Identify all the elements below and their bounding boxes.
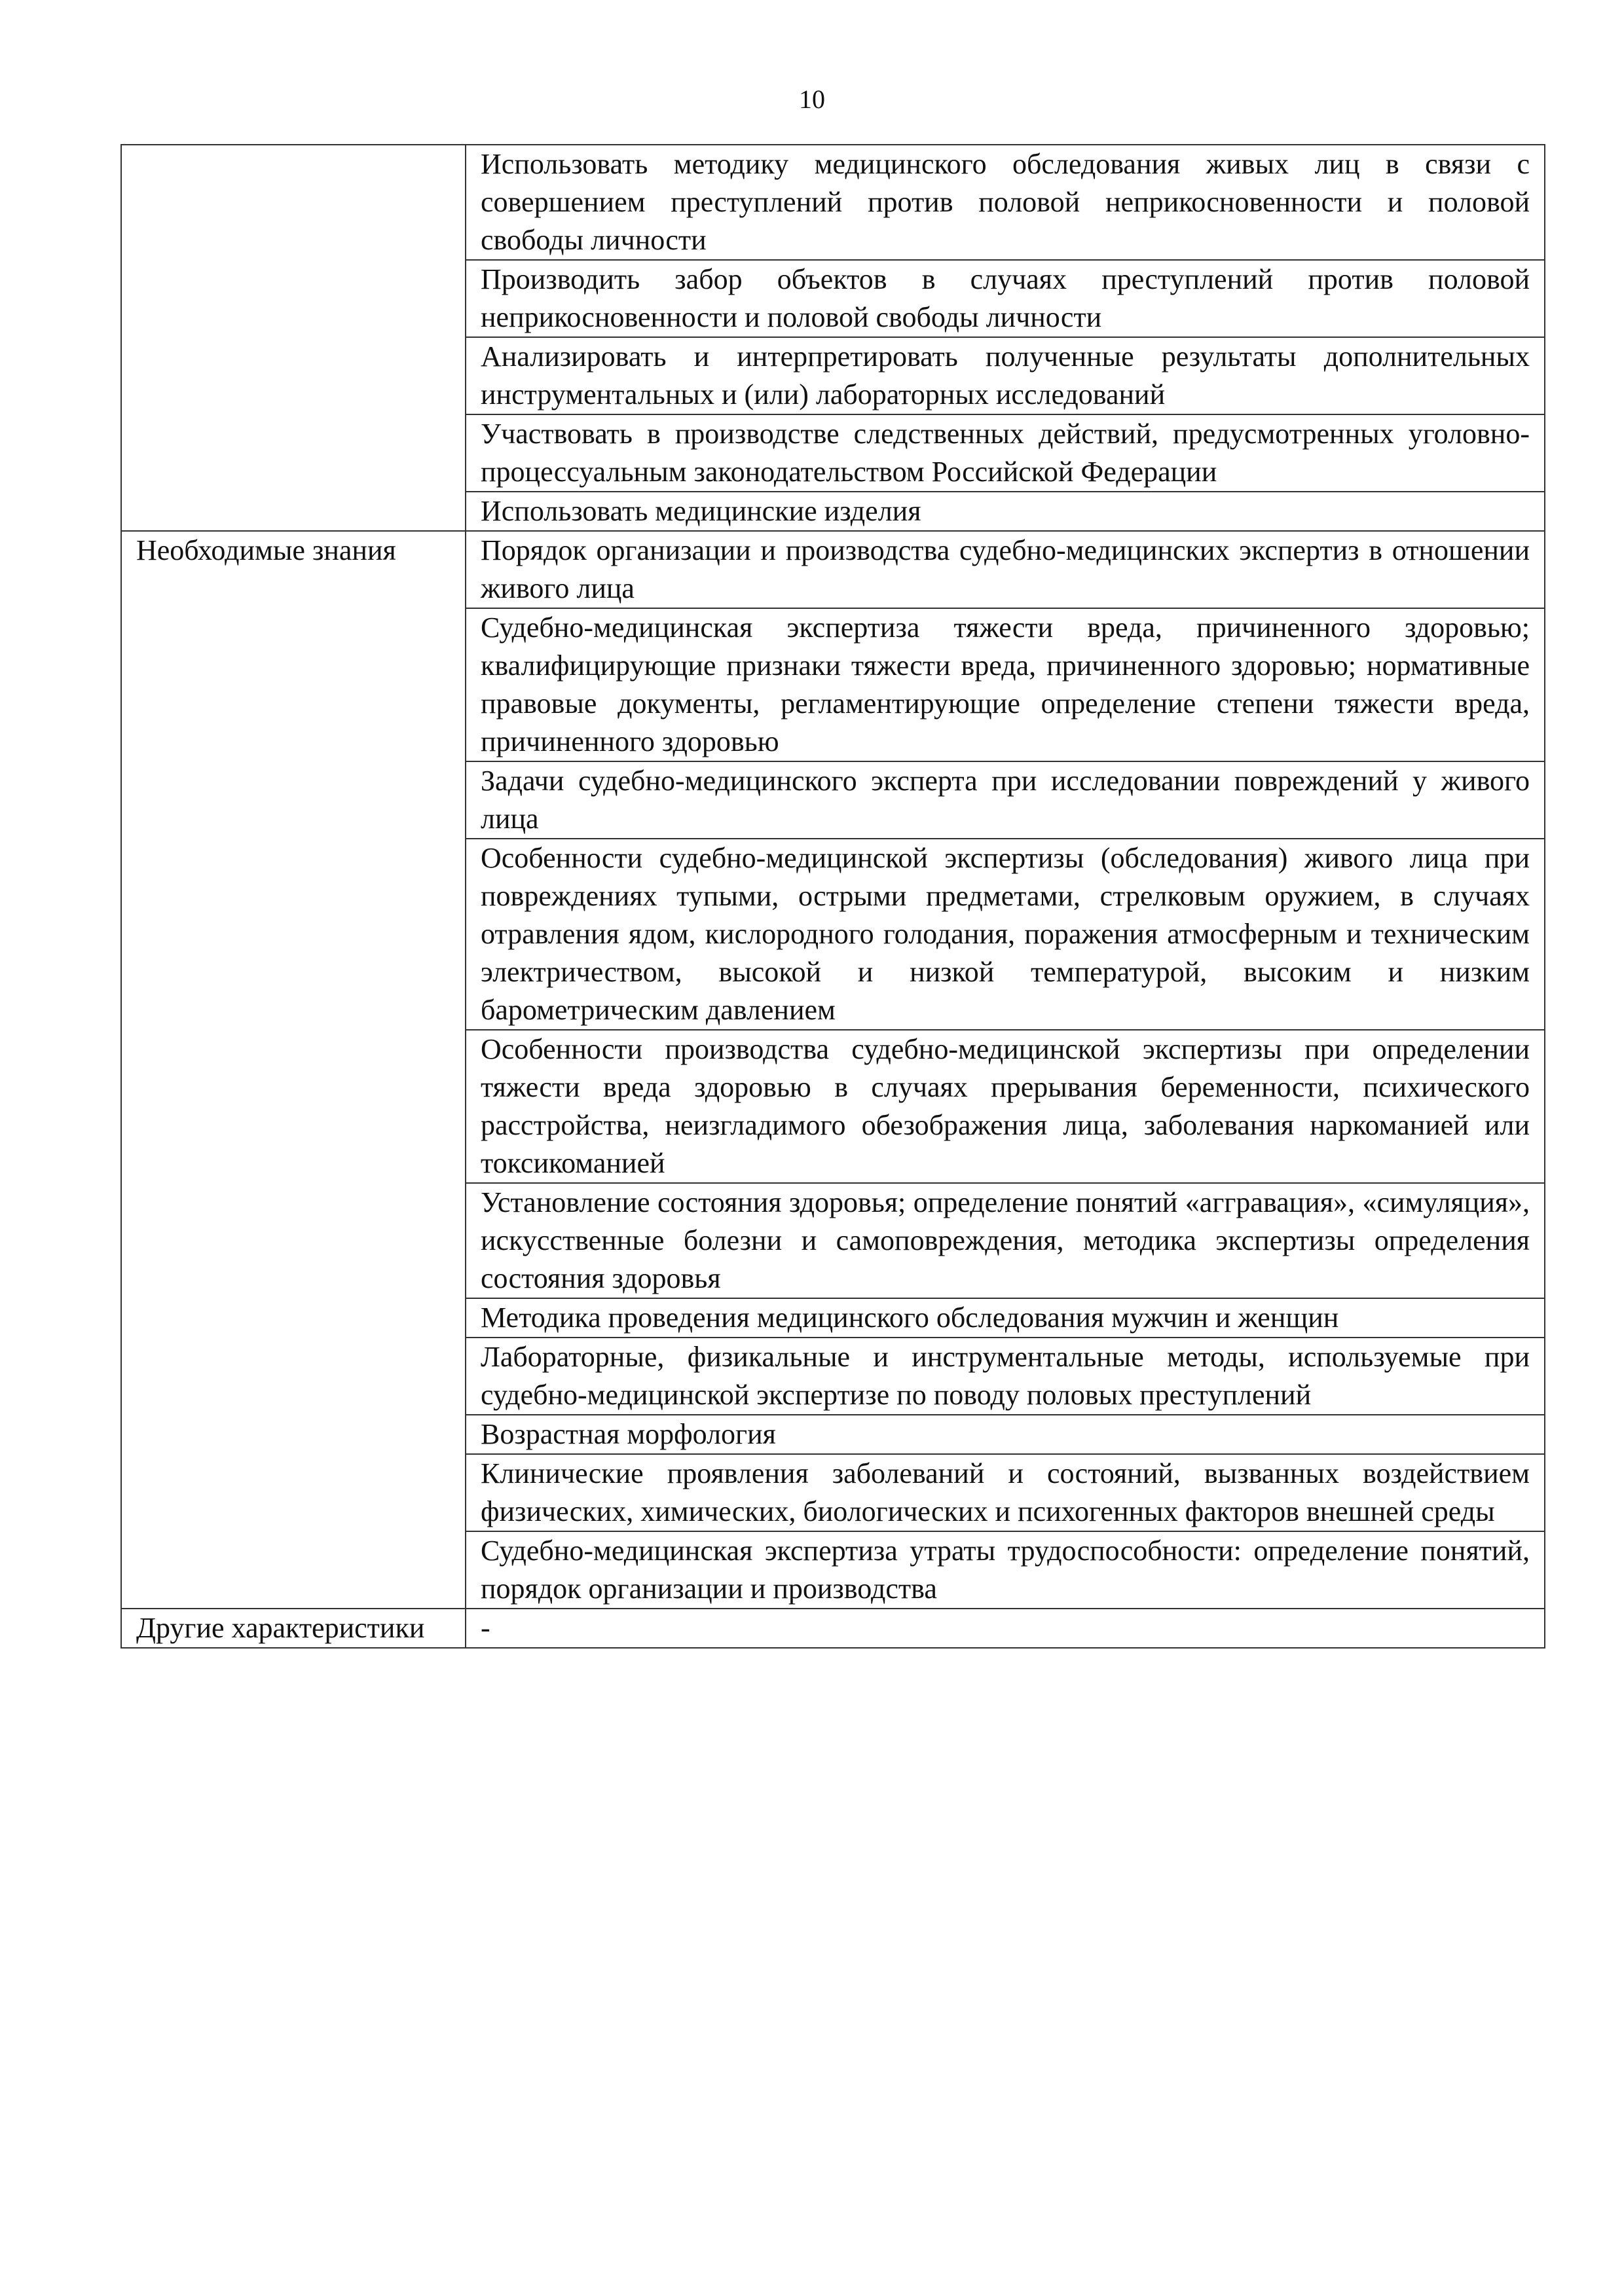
table-row bbox=[121, 1609, 1545, 1648]
knowledge-cell: Судебно-медицинская экспертиза утраты трудоспособности: определение понятий, порядок организации и производства bbox=[466, 1531, 1545, 1609]
knowledge-cell: Методика проведения медицинского обследования мужчин и женщин bbox=[466, 1298, 1545, 1338]
knowledge-cell: Лабораторные, физикальные и инструментальные методы, используемые при судебно-медицинской экспертизе по поводу половых преступлений bbox=[466, 1338, 1545, 1415]
other-characteristics-label: Другие характеристики bbox=[121, 1609, 466, 1648]
knowledge-cell: Особенности судебно-медицинской экспертизы (обследования) живого лица при повреждениях тупыми, острыми предметами, стрелковым оружием, в случаях отравления ядом, кислородного голодания, поражения атмосферным и техническим электричеством, высокой и низкой температурой, высоким и низким барометрическим давлением bbox=[466, 839, 1545, 1030]
skill-cell: Анализировать и интерпретировать полученные результаты дополнительных инструментальных и (или) лабораторных исследований bbox=[466, 337, 1545, 414]
knowledge-cell: Задачи судебно-медицинского эксперта при исследовании повреждений у живого лица bbox=[466, 761, 1545, 839]
knowledge-cell: Особенности производства судебно-медицинской экспертизы при определении тяжести вреда здоровью в случаях прерывания беременности, психического расстройства, неизгладимого обезображения лица, заболевания наркоманией или токсикоманией bbox=[466, 1030, 1545, 1183]
skill-cell: Участвовать в производстве следственных действий, предусмотренных уголовно-процессуальным законодательством Российской Федерации bbox=[466, 414, 1545, 492]
table-row bbox=[121, 145, 1545, 260]
skill-cell: Производить забор объектов в случаях преступлений против половой неприкосновенности и половой свободы личности bbox=[466, 260, 1545, 337]
skills-label-cell bbox=[121, 145, 466, 531]
requirements-table bbox=[120, 144, 1545, 1649]
knowledge-cell: Возрастная морфология bbox=[466, 1415, 1545, 1454]
other-characteristics-value: - bbox=[466, 1609, 1545, 1648]
knowledge-label: Необходимые знания bbox=[121, 531, 466, 1609]
knowledge-cell: Порядок организации и производства судебно-медицинских экспертиз в отношении живого лица bbox=[466, 531, 1545, 608]
knowledge-cell: Клинические проявления заболеваний и состояний, вызванных воздействием физических, химических, биологических и психогенных факторов внешней среды bbox=[466, 1454, 1545, 1531]
table-row bbox=[121, 531, 1545, 608]
knowledge-cell: Установление состояния здоровья; определение понятий «аггравация», «симуляция», искусственные болезни и самоповреждения, методика экспертизы определения состояния здоровья bbox=[466, 1183, 1545, 1298]
skill-cell: Использовать медицинские изделия bbox=[466, 492, 1545, 531]
knowledge-cell: Судебно-медицинская экспертиза тяжести вреда, причиненного здоровью; квалифицирующие признаки тяжести вреда, причиненного здоровью; нормативные правовые документы, регламентирующие определение степени тяжести вреда, причиненного здоровью bbox=[466, 608, 1545, 761]
skill-cell: Использовать методику медицинского обследования живых лиц в связи с совершением преступлений против половой неприкосновенности и половой свободы личности bbox=[466, 145, 1545, 260]
page-number: 10 bbox=[799, 84, 825, 114]
